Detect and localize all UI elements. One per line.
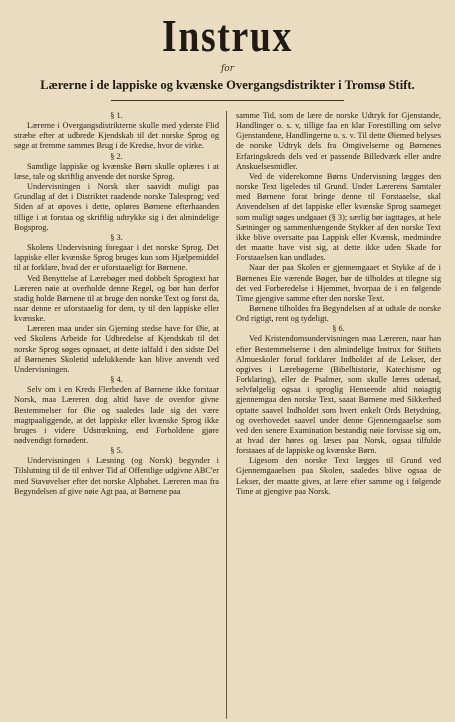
- left-column: [14, 111, 219, 719]
- title-rule: [111, 100, 344, 101]
- paragraph: Ved de viderekomne Børns Undervisning lægges den norske Text ligeledes til Grund. Under Lærerens Samtaler med Børnene forat bringe denne til Forstaaelse, skal Anvendelsen af det lappiske eller kvænske Sprog saameget som muligt søges undgaaet (§ 3); særlig bør iagttages, at hele Sætninger og sammenhængende Stykker af den norske Text ikke blive oversatte paa Lappisk eller Kvænsk, medmindre det maatte have vist sig, at dette ikke uden Skade for Forstaaelsen kan undlades.: [236, 171, 441, 263]
- section-heading: § 4.: [110, 375, 123, 385]
- document-subtitle: Lærerne i de lappiske og kvænske Overgangsdistrikter i Tromsø Stift.: [40, 78, 415, 92]
- paragraph: Selv om i en Kreds Flerheden af Børnene ikke forstaar Norsk, maa Læreren dog altid have de ovenfor givne Bestemmelser for Øie og saaledes lade sig det være magtpaaliggende, at det lappiske eller kvænske Sprog ikke bruges i videre Udstrækning, end Forholdene gjøre nødvendigt fornødent.: [14, 385, 219, 445]
- paragraph: Læreren maa under sin Gjerning stedse have for Øie, at ved Skolens Arbeide for Udbredelse af Kjendskab til det norske Sprog søges opnaaet, at dette ialfald i den sidste Del af Børnenes Skoletid udelukkende kan blive anvendt ved Undervisningen.: [14, 324, 219, 374]
- paragraph: Ved Benyttelse af Lærebøger med dobbelt Sprogtext har Læreren nøie at overholde denne Regel, og bør han derfor stadig holde Børnene til at bruge den norske Text og forst da, naar denne er uforstaaelig for dem, ty til den lappiske eller kvænske.: [14, 273, 219, 324]
- section-heading: § 3.: [110, 232, 123, 242]
- paragraph: Undervisningen i Norsk sker saavidt muligt paa Grundlag af det i Distriktet raadende norske Talesprog; ved Siden af at øpoves i dette, opløres Børnene efterhaanden tillige i at forstaa og skriftlig udtrykke sig i det almindelige Bogsprog.: [14, 182, 219, 232]
- paragraph: Skolens Undervisning foregaar i det norske Sprog. Det lappiske eller kvænske Sprog bruges kun som Hjælpemiddel til at forklare, hvad der er uforstaaeligt for Børnene.: [14, 243, 219, 273]
- paragraph: samme Tid, som de lære de norske Udtryk for Gjenstande, Handlinger o. s. v, tillige faa en klar Forestilling om selve Gjenstandene, Handlingerne o. s. v. Til dette Øiemed belyses de norske Udtryk dels fra Omgivelserne og Børnenes Erfaringskreds dels ved et passende Billedværk eller andre Anskuelsesmidler.: [236, 111, 441, 171]
- section-heading: § 5.: [110, 446, 123, 456]
- paragraph: Lærerne i Overgangsdistrikterne skulle med yderste Flid stræbe efter at udbrede Kjendskab til det norske Sprog og søge at fremme sammes Brug i de Kredse, hvor de virke.: [14, 121, 219, 151]
- right-column: [236, 111, 441, 719]
- paragraph: Ligesom den norske Text lægges til Grund ved Gjennemgaaelsen paa Skolen, saaledes blive ogsaa de Lekser, der maatte gives, at lære efter samme og i følgende Time at gjengive paa Norsk.: [236, 456, 441, 496]
- document-title: Instrux: [162, 10, 293, 61]
- paragraph: Naar der paa Skolen er gjennemgaaet et Stykke af de i Børnenes Eie værende Bøger, bør de tilholdes at tilegne sig det ved Forberedelse i Hjemmet, hvorpaa de i en følgende Time gjengive samme efter den norske Text.: [236, 263, 441, 303]
- column-divider: [226, 111, 227, 719]
- section-heading: § 1.: [110, 111, 123, 120]
- paragraph: Ved Kristendomsundervisningen maa Læreren, naar han efter Bestemmelserne i den almindelige Instrux for Stiftets Almueskoler forud forklarer Indholdet af de Lekser, der opgives i Lærebøgerne (Bibelhistorie, Katechisme og Forklaring), eller de Psalmer, som skulle læres udenad, selvfølgelig ogsaa i sproglig Henseende altid nøiagtig gjennemgaa den norske Text, saaat Børnene med Sikkerhed optatte saavel Indholdet som hvert enkelt Ords Betydning, og overhovedet saavel under denne Gjennemgaaelse som ved den senere Examination bestandig nøie forvisse sig om, at hvad der høres og læses paa Norsk, ogsaa tilfulde forstaaes af de lappiske og kvænske Børn.: [236, 334, 441, 456]
- section-heading: § 2.: [110, 151, 123, 161]
- paragraph: Samtlige lappiske og kvænske Børn skulle oplæres i at læse, tale og skriftlig anvende det norske Sprog.: [14, 161, 219, 181]
- section-heading: § 6.: [332, 324, 345, 334]
- title-for-word: for: [220, 64, 235, 74]
- paragraph: Undervisningen i Læsning (og Norsk) begynder i Tilslutning til de til enhver Tid af Offentlige udgivne ABC'er med Stavøvelser efter det norske Alphabet. Læreren maa fra Begyndelsen af give nøie Agt paa, at Børnene paa: [14, 456, 219, 496]
- paragraph: Børnene tilholdes fra Begyndelsen af at udtale de norske Ord rigtigt, rent og tydeligt.: [236, 303, 441, 324]
